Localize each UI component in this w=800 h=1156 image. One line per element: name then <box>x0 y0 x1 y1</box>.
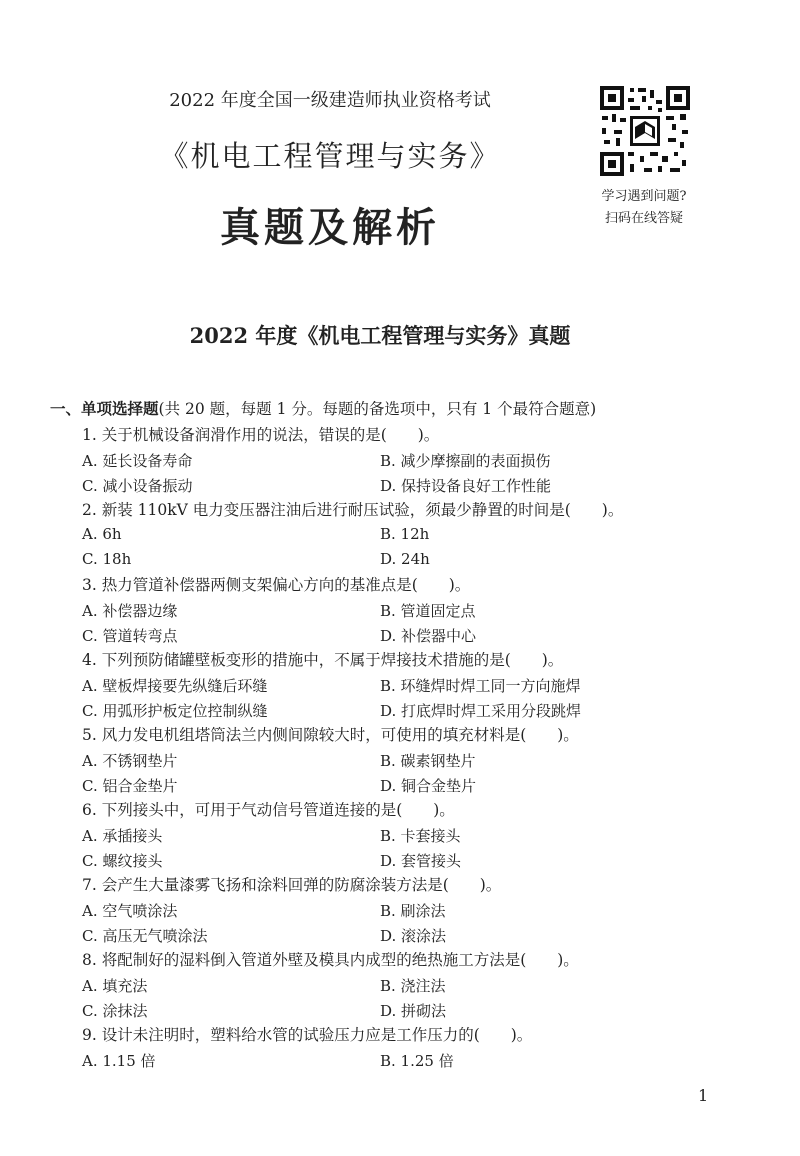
option-b: B. 12h <box>380 525 430 543</box>
option-c: C. 铝合金垫片 <box>82 777 178 795</box>
option-a: A. 延长设备寿命 <box>82 452 193 470</box>
book-title: 《机电工程管理与实务》 <box>159 139 501 173</box>
option-b: B. 卡套接头 <box>380 827 461 845</box>
qr-caption <box>578 186 710 230</box>
option-b: B. 1.25 倍 <box>380 1052 454 1070</box>
option-a: A. 6h <box>82 525 122 543</box>
option-a: A. 承插接头 <box>82 827 163 845</box>
question-stem: 8. 将配制好的湿料倒入管道外壁及模具内成型的绝热施工方法是( )。 <box>82 951 579 969</box>
exam-subtitle: 2022 年度全国一级建造师执业资格考试 <box>169 90 491 111</box>
option-d: D. 打底焊时焊工采用分段跳焊 <box>380 702 582 720</box>
option-a: A. 补偿器边缘 <box>82 602 178 620</box>
option-b: B. 管道固定点 <box>380 602 476 620</box>
question-stem: 5. 风力发电机组塔筒法兰内侧间隙较大时，可使用的填充材料是( )。 <box>82 726 579 744</box>
option-d: D. 保持设备良好工作性能 <box>380 477 552 495</box>
part-heading-note: (共 20 题，每题 1 分。每题的备选项中，只有 1 个最符合题意) <box>158 400 597 418</box>
question-stem: 7. 会产生大量漆雾飞扬和涂料回弹的防腐涂装方法是( )。 <box>82 876 502 894</box>
option-c: C. 管道转弯点 <box>82 627 178 645</box>
option-d: D. 套管接头 <box>380 852 462 870</box>
option-c: C. 18h <box>82 550 132 568</box>
qr-caption-line2: 扫码在线答疑 <box>604 211 683 226</box>
question-stem: 6. 下列接头中，可用于气动信号管道连接的是( )。 <box>82 801 455 819</box>
main-title: 真题及解析 <box>220 205 440 251</box>
option-d: D. 24h <box>380 550 430 568</box>
option-b: B. 浇注法 <box>380 977 446 995</box>
qr-code-icon[interactable] <box>600 86 690 176</box>
option-c: C. 高压无气喷涂法 <box>82 927 208 945</box>
option-a: A. 不锈钢垫片 <box>82 752 178 770</box>
option-a: A. 空气喷涂法 <box>82 902 178 920</box>
question-stem: 4. 下列预防储罐壁板变形的措施中，不属于焊接技术措施的是( )。 <box>82 651 564 669</box>
option-a: A. 填充法 <box>82 977 148 995</box>
option-b: B. 环缝焊时焊工同一方向施焊 <box>380 677 581 695</box>
question-stem: 9. 设计未注明时，塑料给水管的试验压力应是工作压力的( )。 <box>82 1026 533 1044</box>
option-d: D. 滚涂法 <box>380 927 447 945</box>
option-d: D. 补偿器中心 <box>380 627 477 645</box>
option-c: C. 螺纹接头 <box>82 852 163 870</box>
option-d: D. 铜合金垫片 <box>380 777 477 795</box>
option-c: C. 涂抹法 <box>82 1002 148 1020</box>
option-c: C. 用弧形护板定位控制纵缝 <box>82 702 268 720</box>
section-title: 2022 年度《机电工程管理与实务》真题 <box>189 323 571 348</box>
option-b: B. 碳素钢垫片 <box>380 752 476 770</box>
qr-caption-line1: 学习遇到问题? <box>601 189 687 204</box>
option-c: C. 减小设备振动 <box>82 477 193 495</box>
option-a: A. 壁板焊接要先纵缝后环缝 <box>82 677 268 695</box>
option-b: B. 减少摩擦副的表面损伤 <box>380 452 551 470</box>
question-stem: 3. 热力管道补偿器两侧支架偏心方向的基准点是( )。 <box>82 576 471 594</box>
page-number: 1 <box>698 1086 709 1105</box>
part-heading <box>50 397 596 419</box>
option-b: B. 刷涂法 <box>380 902 446 920</box>
option-d: D. 拼砌法 <box>380 1002 447 1020</box>
part-heading-lead: 一、单项选择题 <box>50 400 159 418</box>
question-stem: 1. 关于机械设备润滑作用的说法，错误的是( )。 <box>82 426 440 444</box>
question-stem: 2. 新装 110kV 电力变压器注油后进行耐压试验，须最少静置的时间是( )。 <box>82 501 624 519</box>
option-a: A. 1.15 倍 <box>82 1052 156 1070</box>
